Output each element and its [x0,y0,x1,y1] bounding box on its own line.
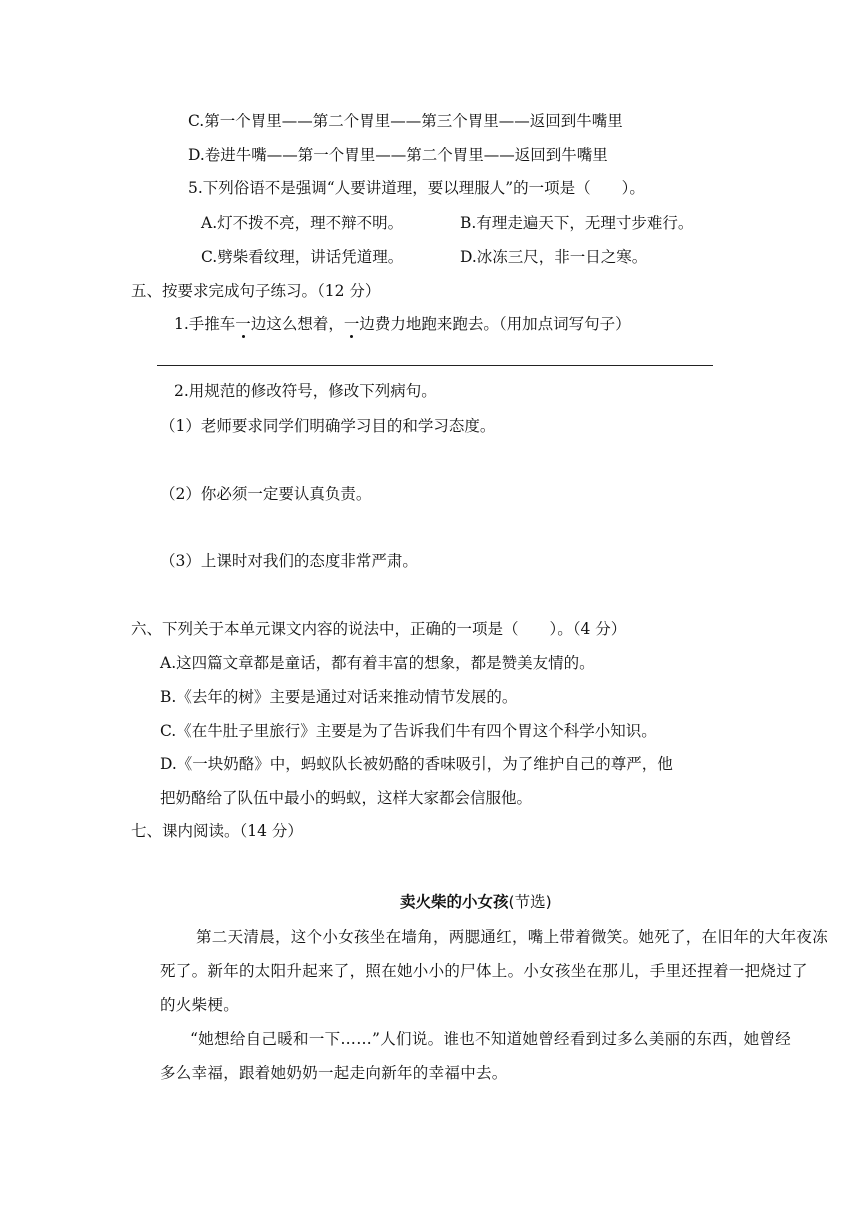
section-7-heading: 七、课内阅读。（14 分） [131,822,303,840]
passage-p2-line1: “她想给自己暖和一下……”人们说。谁也不知道她曾经看到过多么美丽的东西，她曾经 [190,1030,792,1048]
passage-p2-line2: 多么幸福，跟着她奶奶一起走向新年的幸福中去。 [160,1064,508,1082]
s5-sentence-1: （1）老师要求同学们明确学习目的和学习态度。 [160,417,496,435]
s5-q2: 2.用规范的修改符号，修改下列病句。 [174,382,437,400]
s5-q1-part-b: 边这么想着， [250,315,344,333]
s5-q1-part-a: 1.手推车 [174,315,236,333]
emphasis-dot-1: 一 [235,315,251,333]
s6-option-d-line1: D.《一块奶酪》中，蚂蚁队长被奶酪的香味吸引，为了维护自己的尊严，他 [160,755,673,773]
q5-option-a: A.灯不拨不亮，理不辩不明。 [201,214,404,232]
section-5-heading: 五、按要求完成句子练习。（12 分） [131,282,381,300]
q5-stem: 5.下列俗语不是强调“人要讲道理，要以理服人”的一项是（ ）。 [188,179,645,197]
section-6-heading: 六、下列关于本单元课文内容的说法中，正确的一项是（ ）。（4 分） [131,620,627,638]
s5-q1 [174,314,631,334]
passage-title [400,892,552,912]
s5-q1-part-c: 边费力地跑来跑去。（用加点词写句子） [359,315,631,333]
passage-p1-line3: 的火柴梗。 [160,996,240,1014]
answer-line[interactable] [157,365,713,366]
s6-option-c: C.《在牛肚子里旅行》主要是为了告诉我们牛有四个胃这个科学小知识。 [160,722,657,740]
q5-option-d: D.冰冻三尺，非一日之寒。 [460,248,648,266]
q4-option-d: D.卷进牛嘴——第一个胃里——第二个胃里——返回到牛嘴里 [188,146,608,164]
passage-subtitle: (节选) [508,893,552,911]
emphasis-dot-2: 一 [343,315,360,333]
q5-option-b: B.有理走遍天下，无理寸步难行。 [460,214,694,232]
s5-sentence-3: （3）上课时对我们的态度非常严肃。 [160,552,418,570]
q4-option-c: C.第一个胃里——第二个胃里——第三个胃里——返回到牛嘴里 [188,112,623,130]
s6-option-b: B.《去年的树》主要是通过对话来推动情节发展的。 [160,688,518,706]
passage-title-text: 卖火柴的小女孩 [400,893,509,911]
s5-sentence-2: （2）你必须一定要认真负责。 [160,485,372,503]
s6-option-a: A.这四篇文章都是童话，都有着丰富的想象，都是赞美友情的。 [160,654,595,672]
q5-option-c: C.劈柴看纹理，讲话凭道理。 [201,248,404,266]
passage-p1-line1: 第二天清晨，这个小女孩坐在墙角，两腮通红，嘴上带着微笑。她死了，在旧年的大年夜冻 [196,928,829,946]
s6-option-d-line2: 把奶酪给了队伍中最小的蚂蚁，这样大家都会信服他。 [160,789,533,807]
passage-p1-line2: 死了。新年的太阳升起来了，照在她小小的尸体上。小女孩坐在那儿，手里还捏着一把烧过了 [160,962,808,980]
